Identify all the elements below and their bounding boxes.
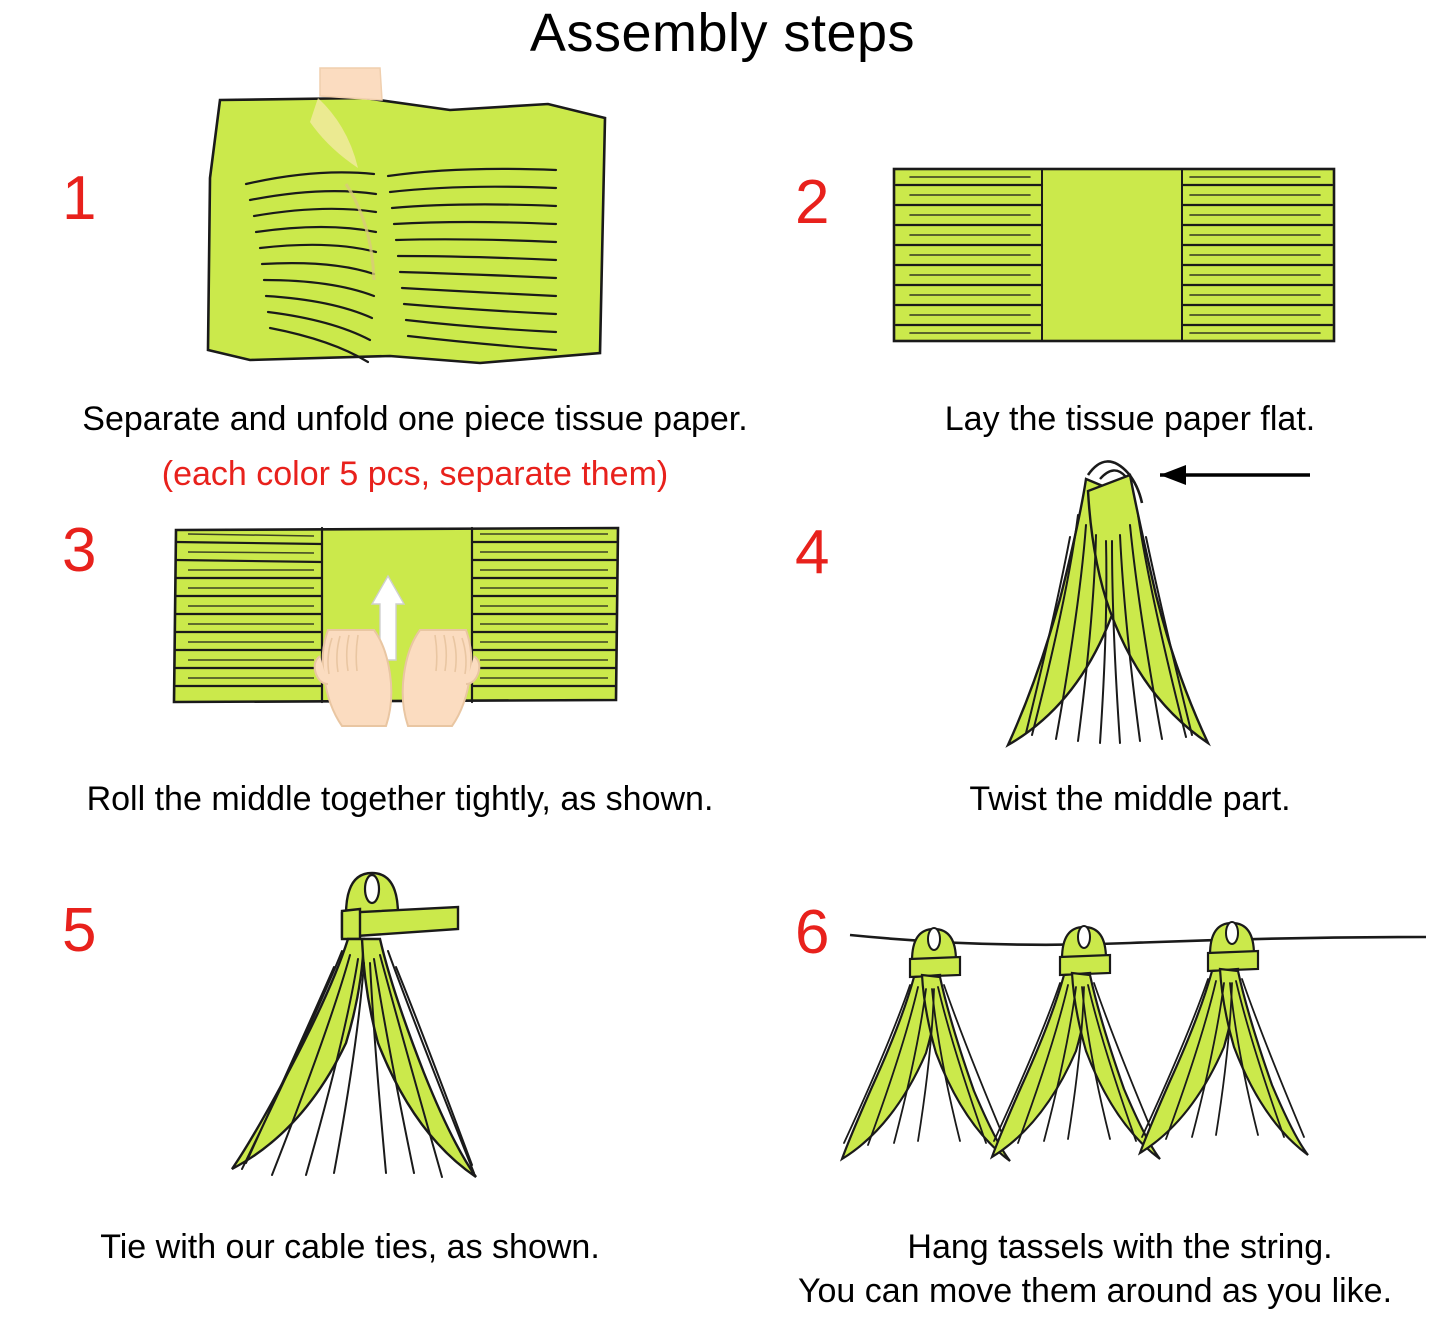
step-number-3: 3 — [62, 516, 97, 585]
step-5-illustration — [230, 855, 520, 1185]
step-4-illustration — [960, 445, 1340, 765]
step-number-1: 1 — [62, 164, 97, 233]
step-2-illustration — [890, 165, 1340, 355]
step-3-illustration — [172, 520, 622, 760]
step-3-caption: Roll the middle together tightly, as shown. — [86, 780, 714, 818]
step-6-caption: Hang tassels with the string. — [907, 1228, 1333, 1266]
step-6-illustration — [840, 905, 1430, 1205]
step-4-caption: Twist the middle part. — [969, 780, 1291, 818]
step-6-note: You can move them around as you like. — [797, 1272, 1393, 1310]
step-2-caption: Lay the tissue paper flat. — [944, 400, 1316, 438]
step-5-caption: Tie with our cable ties, as shown. — [100, 1228, 600, 1266]
step-number-2: 2 — [795, 168, 830, 237]
page-title: Assembly steps — [529, 3, 916, 63]
step-number-4: 4 — [795, 518, 830, 587]
step-1-illustration — [150, 88, 640, 378]
step-1-caption: Separate and unfold one piece tissue paper. — [82, 400, 748, 438]
step-number-6: 6 — [795, 898, 830, 967]
arrow-icon — [1160, 465, 1310, 485]
step-number-5: 5 — [62, 896, 97, 965]
step-1-note: (each color 5 pcs, separate them) — [161, 455, 669, 493]
